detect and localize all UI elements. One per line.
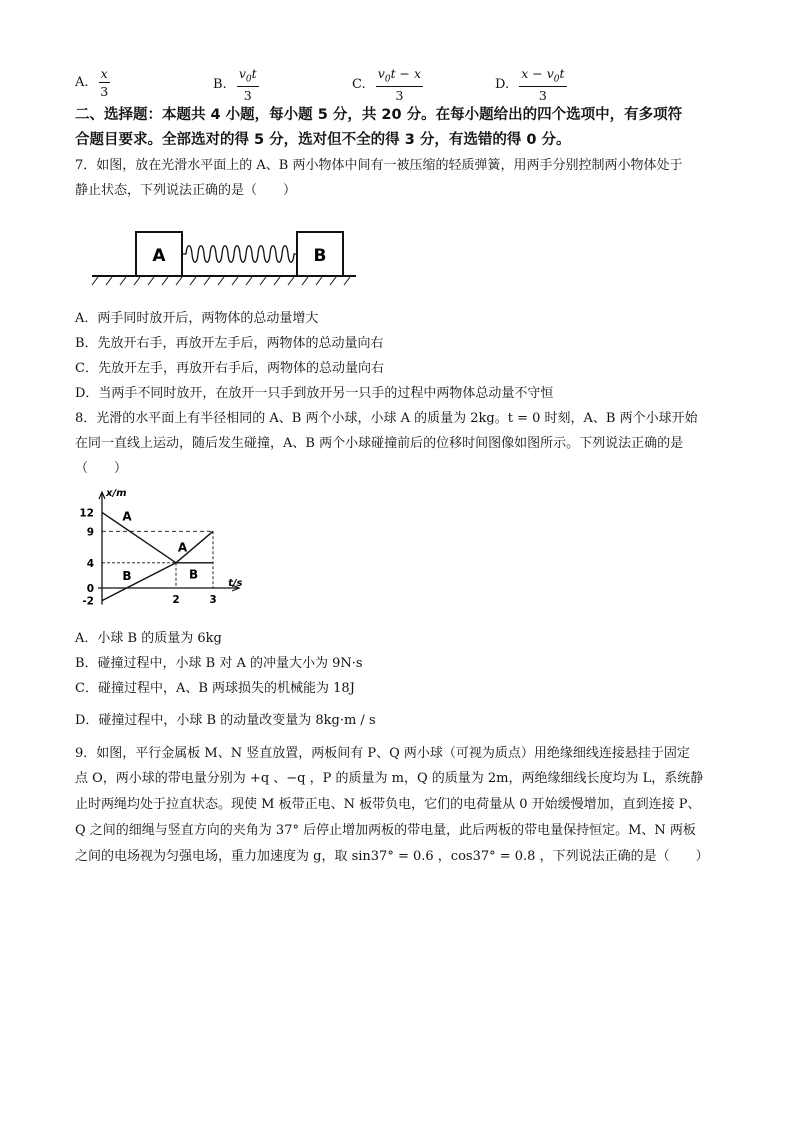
- q6-option-a: [75, 66, 110, 99]
- q7-option-b: B．先放开右手，再放开左手后，两物体的总动量向右: [75, 336, 384, 351]
- fraction: [99, 66, 110, 99]
- q7-option-d: D．当两手不同时放开，在放开一只手到放开另一只手的过程中两物体总动量不守恒: [75, 386, 554, 401]
- y-tick-label: 4: [86, 557, 94, 570]
- chart-labels: [79, 488, 242, 608]
- option-letter: B.: [213, 76, 227, 92]
- q8-stem-line3: （ ）: [75, 461, 128, 476]
- subscript: 0: [245, 74, 252, 85]
- q7-option-c: C．先放开左手，再放开右手后，两物体的总动量向右: [75, 361, 384, 376]
- q8-stem-line1: 8．光滑的水平面上有半径相同的 A、B 两个小球，小球 A 的质量为 2kg。t = 0 时刻，A、B 两个小球开始: [75, 411, 698, 426]
- q7-spring-figure: [90, 225, 360, 295]
- x-tick-label: 2: [172, 594, 180, 606]
- section-heading-line1: 二、选择题：本题共 4 小题，每小题 5 分，共 20 分。在每小题给出的四个选项中，有多项符: [75, 107, 683, 123]
- q7-stem-line2: 静止状态，下列说法正确的是（ ）: [75, 183, 297, 198]
- block-a-label: A: [152, 246, 166, 266]
- y-tick-label: -2: [82, 595, 94, 608]
- fraction-numerator: [519, 66, 566, 87]
- q8-stem-line2: 在同一直线上运动，随后发生碰撞，A、B 两个小球碰撞前后的位移时间图像如图所示。下列说法正确的是: [75, 436, 684, 451]
- q9-stem-line4: Q 之间的细绳与竖直方向的夹角为 37° 后停止增加两板的带电量，此后两板的带电量保持恒定。M、N 两板: [75, 823, 696, 838]
- q7-option-a: A．两手同时放开后，两物体的总动量增大: [75, 311, 319, 326]
- q8-option-c: C．碰撞过程中，A、B 两球损失的机械能为 18J: [75, 681, 355, 696]
- q8-option-a: A．小球 B 的质量为 6kg: [75, 631, 222, 646]
- y-axis-label: x/m: [106, 488, 127, 499]
- option-letter: D.: [495, 76, 510, 92]
- fraction-denominator: 3: [100, 84, 109, 99]
- q6-option-b: [213, 66, 259, 103]
- subscript: 0: [384, 74, 391, 85]
- fraction: [376, 66, 423, 103]
- q9-stem-line3: 止时两绳均处于拉直状态。现使 M 板带正电、N 板带负电，它们的电荷量从 0 开始缓慢增加，直到连接 P、: [75, 797, 701, 812]
- y-tick-label: 9: [86, 526, 94, 539]
- symbol: v: [377, 66, 385, 81]
- q9-stem-line1: 9．如图，平行金属板 M、N 竖直放置，两板间有 P、Q 两小球（可视为质点）用绝缘细线连接悬挂于固定: [75, 746, 690, 761]
- label-b-after: B: [188, 567, 199, 582]
- fraction: [519, 66, 566, 103]
- symbol: x − v: [521, 66, 554, 81]
- symbol: v: [238, 66, 246, 81]
- q9-stem-line2: 点 O，两小球的带电量分别为 +q 、−q ，P 的质量为 m，Q 的质量为 2m，两绝缘细线长度均为 L，系统静: [75, 771, 704, 786]
- symbol: t − x: [390, 66, 422, 81]
- q6-option-d: [495, 66, 567, 103]
- fraction-numerator: [376, 66, 423, 87]
- symbol: t: [251, 66, 257, 81]
- q8-option-d: D．碰撞过程中，小球 B 的动量改变量为 8kg·m / s: [75, 713, 376, 728]
- symbol: t: [559, 66, 565, 81]
- option-letter: C.: [352, 76, 366, 92]
- chart-axes: [98, 492, 239, 605]
- fraction-denominator: 3: [243, 87, 252, 103]
- series-line-1: [102, 563, 176, 601]
- fraction: [237, 66, 259, 103]
- q7-stem-line1: 7．如图，放在光滑水平面上的 A、B 两小物体中间有一被压缩的轻质弹簧，用两手分别控制两小物体处于: [75, 158, 683, 173]
- option-letter: A.: [75, 75, 89, 90]
- subscript: 0: [553, 74, 560, 85]
- section-heading-line2: 合题目要求。全部选对的得 5 分，选对但不全的得 3 分，有选错的得 0 分。: [75, 132, 571, 148]
- label-a-after: A: [177, 540, 188, 555]
- fraction-denominator: 3: [538, 87, 547, 103]
- y-tick-label: 12: [79, 507, 94, 520]
- fraction-numerator: [237, 66, 259, 87]
- spring: [182, 246, 297, 263]
- q8-position-time-chart: [72, 484, 262, 620]
- label-b-before: B: [122, 568, 132, 583]
- label-a-before: A: [122, 509, 132, 524]
- y-tick-label: 0: [86, 583, 94, 595]
- q6-option-c: [352, 66, 423, 103]
- q8-option-b: B．碰撞过程中，小球 B 对 A 的冲量大小为 9N·s: [75, 656, 363, 671]
- ground-hatch: [92, 277, 350, 285]
- series-line-0: [102, 509, 176, 562]
- x-axis-label: t/s: [228, 578, 243, 589]
- q9-stem-line5: 之间的电场视为匀强电场，重力加速度为 g，取 sin37° = 0.6 ，cos37° = 0.8 ，下列说法正确的是（ ）: [75, 849, 709, 864]
- fraction-numerator: x: [100, 66, 108, 81]
- x-tick-label: 3: [209, 594, 217, 606]
- fraction-denominator: 3: [395, 87, 404, 103]
- block-b-label: B: [313, 246, 327, 266]
